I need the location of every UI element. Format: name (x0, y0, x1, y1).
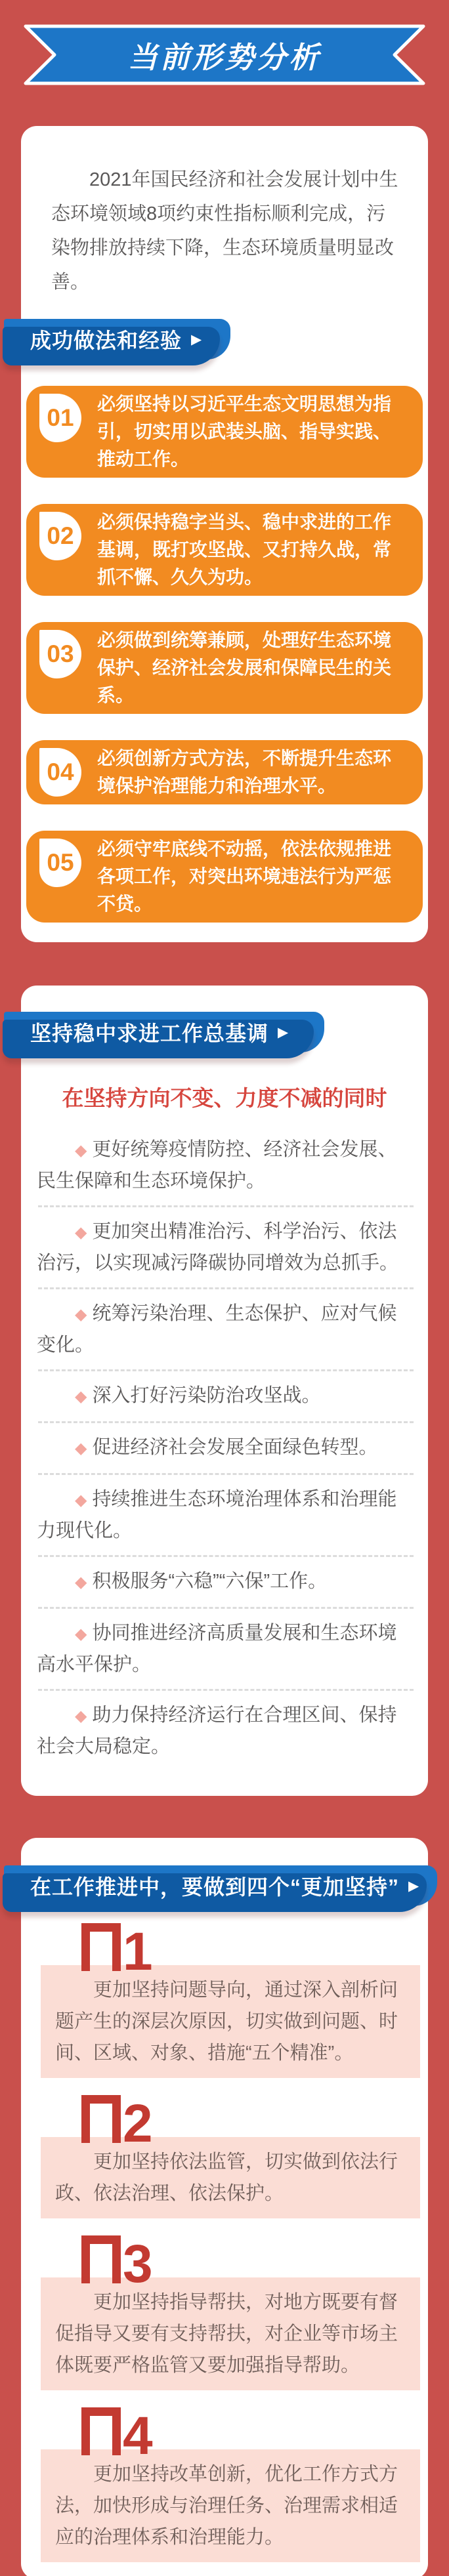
keynote-item-text: 助力保持经济运行在合理区间、保持社会大局稳定。 (37, 1705, 397, 1757)
dashed-divider (38, 1421, 414, 1423)
number-badge-05: 05 (39, 839, 81, 887)
header-banner (24, 24, 425, 85)
big-number-01 (81, 1922, 428, 1982)
section2-ribbon (4, 1012, 324, 1052)
keynote-item (37, 1298, 415, 1360)
keynote-item-text: 持续推进生态环境治理体系和治理能力现代化。 (37, 1489, 397, 1541)
keynote-item (37, 1700, 415, 1762)
big-number-02 (81, 2094, 428, 2153)
diamond-bullet-icon: ◆ (75, 1491, 87, 1509)
uphold-item-1 (21, 1923, 428, 2078)
card-current-situation (21, 126, 428, 942)
number-badge-01: 01 (39, 394, 81, 442)
section2-ribbon-label: 坚持稳中求进工作总基调 (30, 1022, 269, 1045)
page-title: 当前形势分析 (127, 41, 321, 74)
uphold-text-box (41, 2137, 420, 2218)
section1-ribbon (4, 319, 230, 360)
diamond-bullet-icon: ◆ (75, 1573, 87, 1591)
keynote-item (37, 1381, 415, 1412)
experience-item-2 (26, 504, 423, 596)
keynote-item-text: 更好统筹疫情防控、经济社会发展、民生保障和生态环境保护。 (37, 1139, 397, 1192)
keynote-item-text: 协同推进经济高质量发展和生态环境高水平保护。 (37, 1623, 397, 1675)
keynote-item (37, 1134, 415, 1196)
intro-paragraph: 2021年国民经济和社会发展计划中生态环境领域8项约束性指标顺利完成，污染物排放持续下降，生态环境质量明显改善。 (51, 169, 398, 293)
dashed-divider (38, 1689, 414, 1691)
uphold-item-text: 更加坚持改革创新，优化工作方式方法，加快形成与治理任务、治理需求相适应的治理体系和治理能力。 (55, 2464, 398, 2548)
keynote-item-text: 统筹污染治理、生态保护、应对气候变化。 (37, 1303, 397, 1356)
diamond-bullet-icon: ◆ (75, 1388, 87, 1405)
experience-item-text: 必须创新方式方法，不断提升生态环境保护治理能力和治理水平。 (97, 748, 392, 796)
diamond-bullet-icon: ◆ (75, 1440, 87, 1457)
number-zero-glyph (81, 2095, 121, 2143)
experience-item-text: 必须做到统筹兼顾，处理好生态环境保护、经济社会发展和保障民生的关系。 (97, 630, 392, 705)
uphold-item-3 (21, 2235, 428, 2390)
uphold-item-2 (21, 2095, 428, 2218)
number-zero-glyph (81, 2235, 121, 2283)
big-number-03 (81, 2234, 428, 2294)
number-badge-02: 02 (39, 512, 81, 560)
card-four-upholds (21, 1838, 428, 2576)
experience-list (21, 386, 428, 923)
experience-item-1 (26, 386, 423, 478)
number-zero-glyph (81, 2407, 121, 2455)
number-badge-04: 04 (39, 748, 81, 797)
section2-subtitle: 在坚持方向不变、力度不减的同时 (62, 1086, 387, 1110)
number-digit: 4 (123, 2406, 153, 2466)
section3-ribbon (4, 1865, 437, 1906)
experience-item-text: 必须保持稳字当头、稳中求进的工作基调，既打攻坚战、又打持久战，常抓不懈、久久为功。 (97, 512, 392, 587)
number-badge-03: 03 (39, 630, 81, 678)
diamond-bullet-icon: ◆ (75, 1625, 87, 1643)
play-arrow-icon: ▶ (191, 331, 202, 347)
experience-item-3 (26, 622, 423, 714)
number-digit: 3 (123, 2234, 153, 2294)
number-digit: 2 (123, 2094, 153, 2153)
experience-item-4 (26, 740, 423, 804)
keynote-item-text: 积极服务“六稳”“六保”工作。 (92, 1571, 328, 1592)
play-arrow-icon: ▶ (278, 1024, 289, 1040)
dashed-divider (38, 1287, 414, 1289)
dashed-divider (38, 1205, 414, 1207)
section1-ribbon-label: 成功做法和经验 (30, 329, 182, 352)
keynote-item (37, 1216, 415, 1278)
uphold-item-text: 更加坚持依法监管，切实做到依法行政、依法治理、依法保护。 (55, 2151, 398, 2204)
section3-ribbon-label: 在工作推进中，要做到四个“更加坚持” (30, 1875, 400, 1899)
dashed-divider (38, 1369, 414, 1371)
uphold-item-text: 更加坚持指导帮扶，对地方既要有督促指导又要有支持帮扶，对企业等市场主体既要严格监管又要加强指导帮助。 (55, 2292, 398, 2376)
keynote-item (37, 1432, 415, 1464)
dashed-divider (38, 1607, 414, 1609)
uphold-text-box (41, 2449, 420, 2562)
diamond-bullet-icon: ◆ (75, 1224, 87, 1241)
keynote-item (37, 1566, 415, 1598)
keynote-item-text: 深入打好污染防治攻坚战。 (92, 1385, 321, 1406)
keynote-item-text: 更加突出精准治污、科学治污、依法治污，以实现减污降碳协同增效为总抓手。 (37, 1221, 399, 1274)
uphold-text-box (41, 1965, 420, 2078)
keynote-item-text: 促进经济社会发展全面绿色转型。 (92, 1437, 378, 1458)
dashed-divider (38, 1473, 414, 1475)
number-zero-glyph (81, 1923, 121, 1971)
diamond-bullet-icon: ◆ (75, 1142, 87, 1159)
dashed-divider (38, 1555, 414, 1557)
diamond-bullet-icon: ◆ (75, 1306, 87, 1323)
uphold-item-4 (21, 2407, 428, 2562)
keynote-item (37, 1484, 415, 1546)
uphold-text-box (41, 2277, 420, 2390)
play-arrow-icon: ▶ (408, 1878, 419, 1894)
number-digit: 1 (123, 1922, 153, 1982)
diamond-bullet-icon: ◆ (75, 1707, 87, 1725)
card-work-keynote (21, 986, 428, 1796)
big-number-04 (81, 2406, 428, 2466)
keynote-item (37, 1618, 415, 1680)
experience-item-text: 必须坚持以习近平生态文明思想为指引，切实用以武装头脑、指导实践、推动工作。 (97, 394, 392, 469)
experience-item-text: 必须守牢底线不动摇，依法依规推进各项工作，对突出环境违法行为严惩不贷。 (97, 839, 392, 914)
keynote-list (21, 1134, 428, 1762)
experience-item-5 (26, 831, 423, 923)
uphold-item-text: 更加坚持问题导向，通过深入剖析问题产生的深层次原因，切实做到问题、时间、区域、对象、措施“五个精准”。 (55, 1980, 398, 2064)
